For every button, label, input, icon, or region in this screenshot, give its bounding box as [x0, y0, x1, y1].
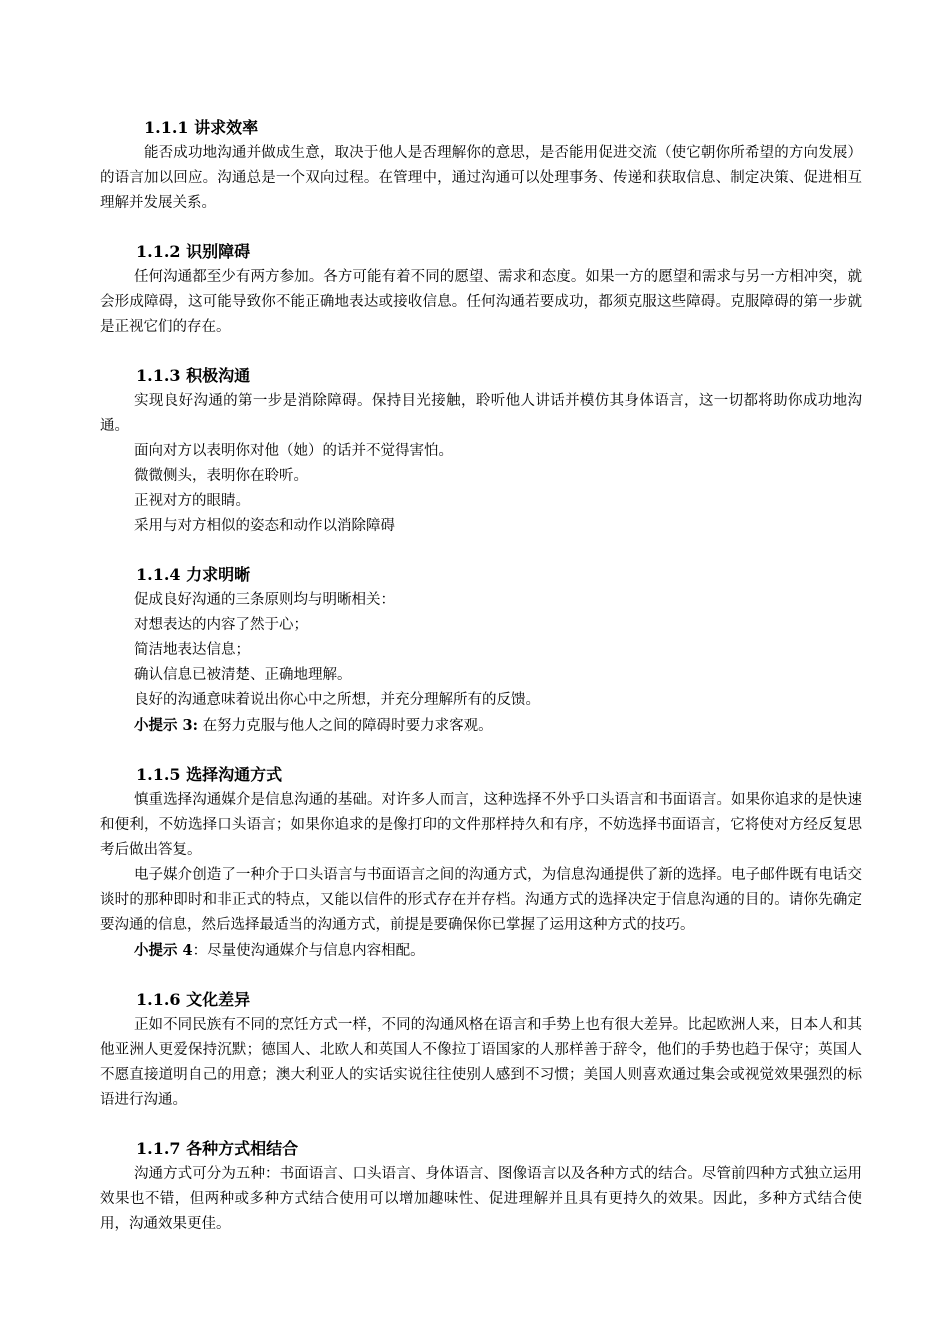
- section-spacer: [100, 216, 862, 240]
- list-line: 促成良好沟通的三条原则均与明晰相关：: [134, 592, 395, 608]
- section-efficiency: [100, 116, 862, 216]
- list-line: 面向对方以表明你对他（她）的话并不觉得害怕。: [134, 443, 453, 459]
- body-paragraph: 电子媒介创造了一种介于口头语言与书面语言之间的沟通方式，为信息沟通提供了新的选择。电子邮件既有电话交谈时的那种即时和非正式的特点，又能以信件的形式存在并存档。沟通方式的选择决定于信息沟通的目的。请你先确定要沟通的信息，然后选择最适当的沟通方式，前提是要确保你已掌握了运用这种方式的技巧。: [100, 867, 862, 933]
- list-line: 微微侧头，表明你在聆听。: [134, 468, 308, 484]
- body-paragraph: 能否成功地沟通并做成生意，取决于他人是否理解你的意思，是否能用促进交流（使它朝你所希望的方向发展）的语言加以回应。沟通总是一个双向过程。在管理中，通过沟通可以处理事务、传递和获取信息、制定决策、促进相互理解并发展关系。: [100, 145, 862, 211]
- section-heading: 1.1.7 各种方式相结合: [136, 1139, 299, 1158]
- section-clarity: [100, 563, 862, 739]
- body-paragraph: 正如不同民族有不同的烹饪方式一样，不同的沟通风格在语言和手势上也有很大差异。比起欧洲人来，日本人和其他亚洲人更爱保持沉默；德国人、北欧人和英国人不像拉丁语国家的人那样善于辞令，他们的手势也趋于保守；英国人不愿直接道明自己的用意；澳大利亚人的实话实说往往使别人感到不习惯；美国人则喜欢通过集会或视觉效果强烈的标语进行沟通。: [100, 1017, 862, 1108]
- section-spacer: [100, 964, 862, 988]
- section-heading: 1.1.3 积极沟通: [136, 366, 251, 385]
- list-line: 对想表达的内容了然于心；: [134, 617, 308, 633]
- list-line: 简洁地表达信息；: [134, 642, 250, 658]
- list-line: 正视对方的眼睛。: [134, 493, 250, 509]
- tip-line: [100, 938, 862, 964]
- section-heading: 1.1.5 选择沟通方式: [136, 765, 283, 784]
- section-heading: 1.1.6 文化差异: [136, 990, 251, 1009]
- body-paragraph: 实现良好沟通的第一步是消除障碍。保持目光接触，聆听他人讲话并模仿其身体语言，这一切都将助你成功地沟通。: [100, 393, 862, 434]
- tip-text: ：尽量使沟通媒介与信息内容相配。: [192, 943, 425, 959]
- section-active-communication: [100, 364, 862, 539]
- section-spacer: [100, 340, 862, 364]
- section-choose-method: [100, 763, 862, 964]
- body-paragraph: 沟通方式可分为五种：书面语言、口头语言、身体语言、图像语言以及各种方式的结合。尽管前四种方式独立运用效果也不错，但两种或多种方式结合使用可以增加趣味性、促进理解并且具有更持久的效果。因此，多种方式结合使用，沟通效果更佳。: [100, 1166, 862, 1232]
- section-spacer: [100, 1113, 862, 1137]
- tip-text: 在努力克服与他人之间的障碍时要力求客观。: [198, 718, 493, 734]
- tip-label: 小提示 3:: [134, 717, 198, 734]
- body-paragraph: 任何沟通都至少有两方参加。各方可能有着不同的愿望、需求和态度。如果一方的愿望和需求与另一方相冲突，就会形成障碍，这可能导致你不能正确地表达或接收信息。任何沟通若要成功，都须克服这些障碍。克服障碍的第一步就是正视它们的存在。: [100, 269, 862, 335]
- section-heading: 1.1.4 力求明晰: [136, 565, 251, 584]
- body-paragraph: 慎重选择沟通媒介是信息沟通的基础。对许多人而言，这种选择不外乎口头语言和书面语言。如果你追求的是快速和便利，不妨选择口头语言；如果你追求的是像打印的文件那样持久和有序，不妨选择书面语言，它将使对方经反复思考后做出答复。: [100, 792, 862, 858]
- tip-line: [100, 713, 862, 739]
- section-identify-barriers: [100, 240, 862, 340]
- section-combined-methods: [100, 1137, 862, 1237]
- section-cultural-differences: [100, 988, 862, 1113]
- list-line: 确认信息已被清楚、正确地理解。: [134, 667, 352, 683]
- section-spacer: [100, 739, 862, 763]
- section-heading: 1.1.1 讲求效率: [144, 118, 259, 137]
- tip-label: 小提示 4: [134, 942, 193, 959]
- document-body: [100, 116, 862, 1237]
- list-line: 采用与对方相似的姿态和动作以消除障碍: [134, 518, 395, 534]
- section-heading: 1.1.2 识别障碍: [136, 242, 251, 261]
- list-line: 良好的沟通意味着说出你心中之所想，并充分理解所有的反馈。: [134, 692, 540, 708]
- section-spacer: [100, 539, 862, 563]
